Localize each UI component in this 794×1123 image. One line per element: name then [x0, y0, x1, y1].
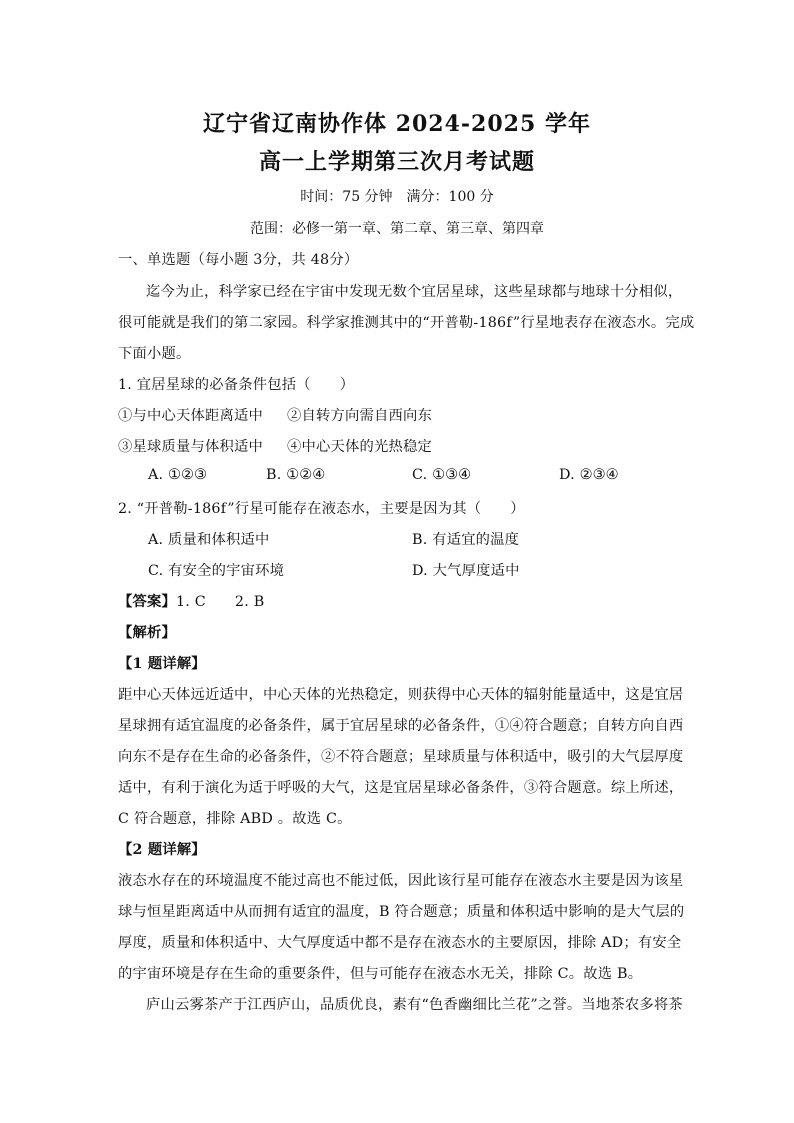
passage-line: 下面小题。	[118, 346, 191, 362]
q2-detail-line: 厚度，质量和体积适中、大气厚度适中都不是存在液态水的主要原因，排除 AD；有安全	[118, 935, 682, 951]
passage-line: 很可能就是我们的第二家园。科学家推测其中的“开普勒-186f”行星地表存在液态水。完成	[118, 315, 695, 331]
q1-detail-line: 适中，有利于演化为适于呼吸的大气，这是宜居星球必备条件，③符合题意。综上所述，	[118, 780, 684, 796]
q1-option-a: A. ①②③	[148, 467, 208, 483]
q1-option-b: B. ①②④	[266, 467, 326, 483]
analysis-label: 【解析】	[118, 625, 176, 641]
q1-detail-line: 距中心天体远近适中，中心天体的光热稳定，则获得中心天体的辐射能量适中，这是宜居	[118, 687, 684, 703]
exam-time-score: 时间：75 分钟 满分：100 分	[300, 189, 494, 205]
document-title-line2: 高一上学期第三次月考试题	[258, 149, 535, 175]
answer-line	[118, 591, 264, 611]
q1-item-2: ②自转方向需自西向东	[287, 408, 432, 424]
q2-detail-label: 【2 题详解】	[118, 842, 206, 858]
question-1-stem: 1. 宜居星球的必备条件包括（ ）	[118, 377, 355, 393]
q1-option-c: C. ①③④	[412, 467, 472, 483]
question-2-stem: 2. “开普勒-186f”行星可能存在液态水，主要是因为其（ ）	[118, 501, 525, 517]
q1-item-1: ①与中心天体距离适中	[118, 408, 263, 424]
q2-detail-line: 球与恒星距离适中从而拥有适宜的温度，B 符合题意；质量和体积适中影响的是大气层的	[118, 904, 685, 920]
answer-label: 【答案】	[118, 594, 176, 610]
next-passage-line: 庐山云雾茶产于江西庐山，品质优良，素有“色香幽细比兰花”之誉。当地茶农多将茶	[146, 997, 683, 1013]
q1-detail-label: 【1 题详解】	[118, 656, 206, 672]
q1-detail-line: 向东不是存在生命的必备条件，②不符合题意；星球质量与体积适中，吸引的大气层厚度	[118, 749, 684, 765]
q2-option-b: B. 有适宜的温度	[412, 532, 520, 548]
q1-detail-line: C 符合题意，排除 ABD 。故选 C。	[118, 811, 352, 827]
q1-item-4: ④中心天体的光热稳定	[287, 439, 432, 455]
q2-detail-line: 液态水存在的环境温度不能过高也不能过低，因此该行星可能存在液态水主要是因为该星	[118, 873, 684, 889]
answer-text: 1. C 2. B	[176, 594, 265, 610]
section-heading: 一、单选题（每小题 3分，共 48分）	[118, 252, 359, 268]
q2-detail-line: 的宇宙环境是存在生命的重要条件，但与可能存在液态水无关，排除 C。故选 B。	[118, 966, 643, 982]
q2-option-d: D. 大气厚度适中	[412, 563, 520, 579]
q2-option-a: A. 质量和体积适中	[148, 532, 270, 548]
q2-option-c: C. 有安全的宇宙环境	[148, 563, 285, 579]
passage-line: 迄今为止，科学家已经在宇宙中发现无数个宜居星球，这些星球都与地球十分相似，	[146, 284, 683, 300]
exam-scope: 范围：必修一第一章、第二章、第三章、第四章	[250, 221, 544, 237]
q1-option-d: D. ②③④	[559, 467, 619, 483]
document-title-line1: 辽宁省辽南协作体 2024-2025 学年	[203, 111, 591, 137]
q1-detail-line: 星球拥有适宜温度的必备条件，属于宜居星球的必备条件，①④符合题意；自转方向自西	[118, 718, 684, 734]
q1-item-3: ③星球质量与体积适中	[118, 439, 263, 455]
